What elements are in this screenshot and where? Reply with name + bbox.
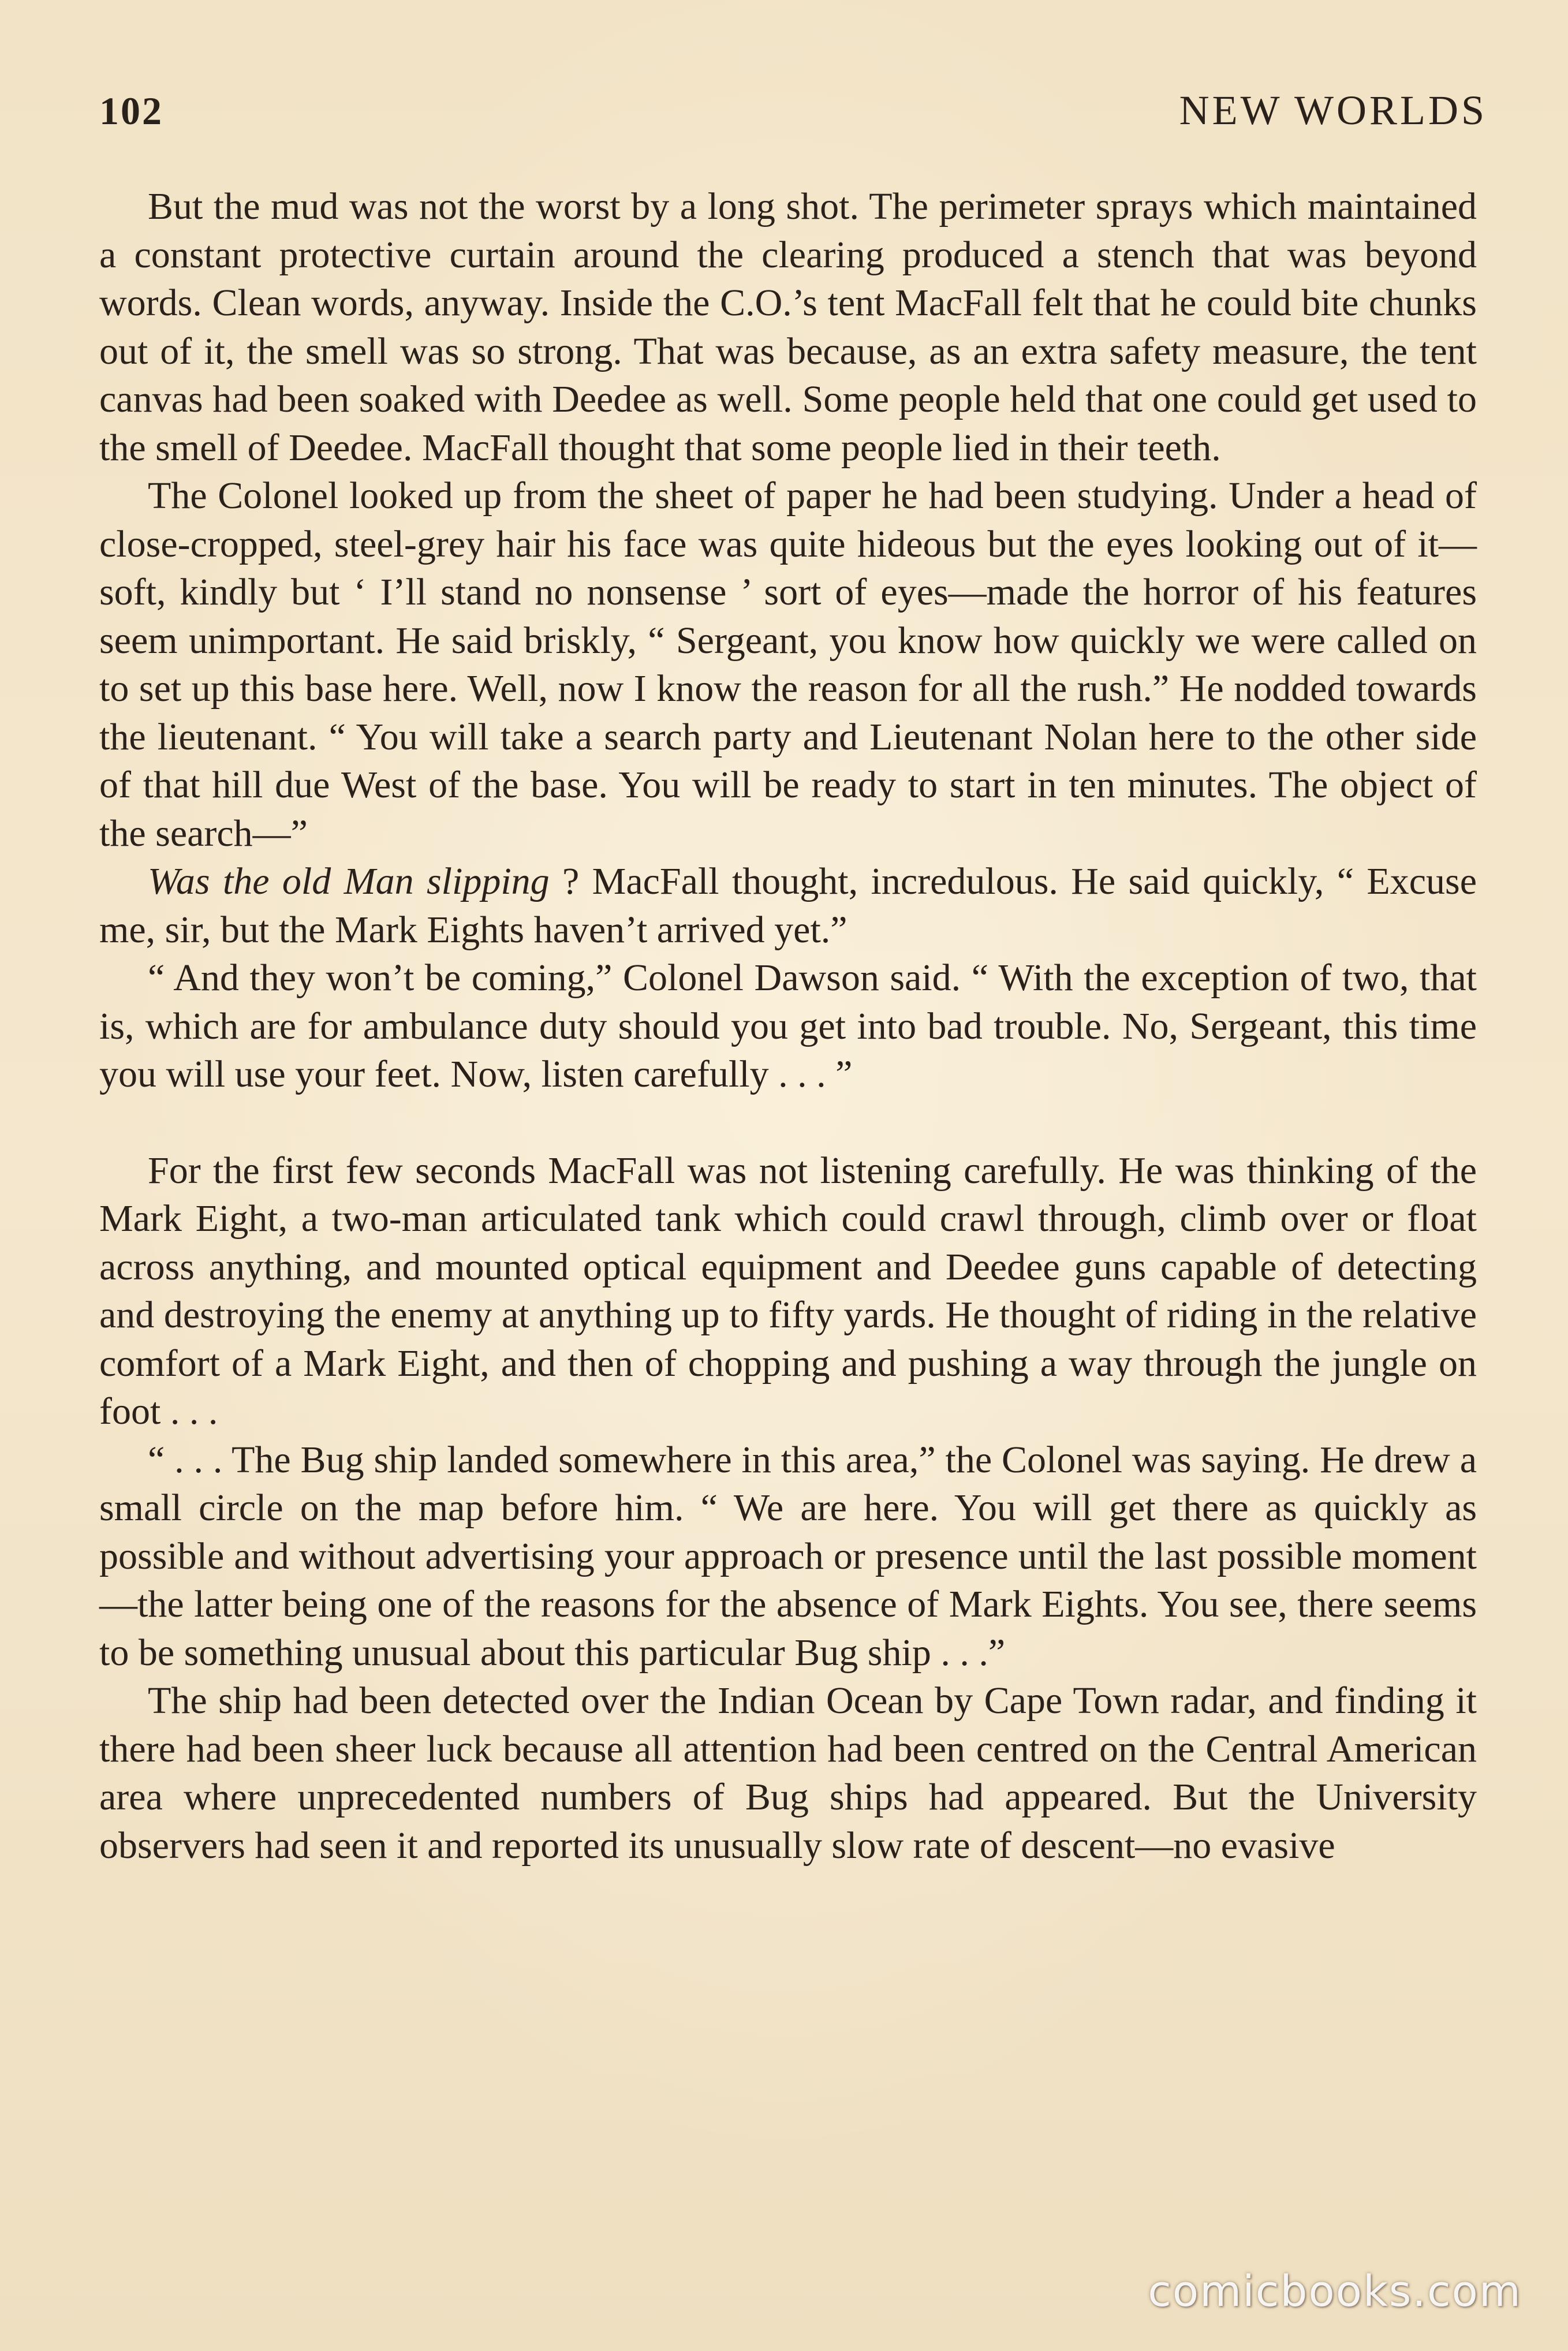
paragraph-text: ? MacFall thought, incredulous. He said quickly, “ Excuse me, sir, but the Mark Eights haven’t arrived yet.” <box>99 860 1477 951</box>
paragraph: But the mud was not the worst by a long shot. The perimeter sprays which maintained a constant protective curtain around the clearing produced a stench that was beyond words. Clean words, anyway. Inside the C.O.’s tent MacFall felt that he could bite chunks out of it, the smell was so strong. That was because, as an extra safety measure, the tent canvas had been soaked with Deedee as well. Some people held that one could get used to the smell of Deedee. MacFall thought that some people lied in their teeth. <box>99 185 1477 469</box>
running-head: NEW WORLDS <box>1179 87 1487 133</box>
paragraph: For the first few seconds MacFall was not listening carefully. He was thinking of the Mark Eight, a two-man articulated tank which could crawl through, climb over or float across anything, and mounted optical equipment and Deedee guns capable of detecting and destroying the enemy at anything up to fifty yards. He thought of riding in the relative comfort of a Mark Eight, and then of chopping and pushing a way through the jungle on foot . . . <box>99 1149 1477 1432</box>
italic-thought: Was the old Man slipping <box>148 860 550 902</box>
body-text <box>99 182 1477 1869</box>
paragraph <box>99 857 1477 954</box>
section-break <box>99 1099 1477 1147</box>
paragraph: The ship had been detected over the Indian Ocean by Cape Town radar, and finding it there had been sheer luck because all attention had been centred on the Central American area where unprecedented numbers of Bug ships had appeared. But the University observers had seen it and reported its unusually slow rate of descent—no evasive <box>99 1680 1477 1867</box>
page-header <box>99 87 1487 144</box>
page-number: 102 <box>99 89 163 133</box>
paragraph: “ And they won’t be coming,” Colonel Dawson said. “ With the exception of two, that is, which are for ambulance duty should you get into bad trouble. No, Sergeant, this time you will use your feet. Now, listen carefully . . . ” <box>99 957 1477 1095</box>
paragraph: The Colonel looked up from the sheet of paper he had been studying. Under a head of close-cropped, steel-grey hair his face was quite hideous but the eyes looking out of it—soft, kindly but ‘ I’ll stand no nonsense ’ sort of eyes—made the horror of his features seem unimportant. He said briskly, “ Sergeant, you know how quickly we were called on to set up this base here. Well, now I know the reason for all the rush.” He nodded towards the lieutenant. “ You will take a search party and Lieutenant Nolan here to the other side of that hill due West of the base. You will be ready to start in ten minutes. The object of the search—” <box>99 475 1477 854</box>
paragraph: “ . . . The Bug ship landed somewhere in this area,” the Colonel was saying. He drew a small circle on the map before him. “ We are here. You will get there as quickly as possible and without advertising your approach or presence until the last possible moment—the latter being one of the reasons for the absence of Mark Eights. You see, there seems to be something unusual about this particular Bug ship . . .” <box>99 1438 1477 1674</box>
watermark: comicbooks.com <box>1148 2267 1522 2316</box>
